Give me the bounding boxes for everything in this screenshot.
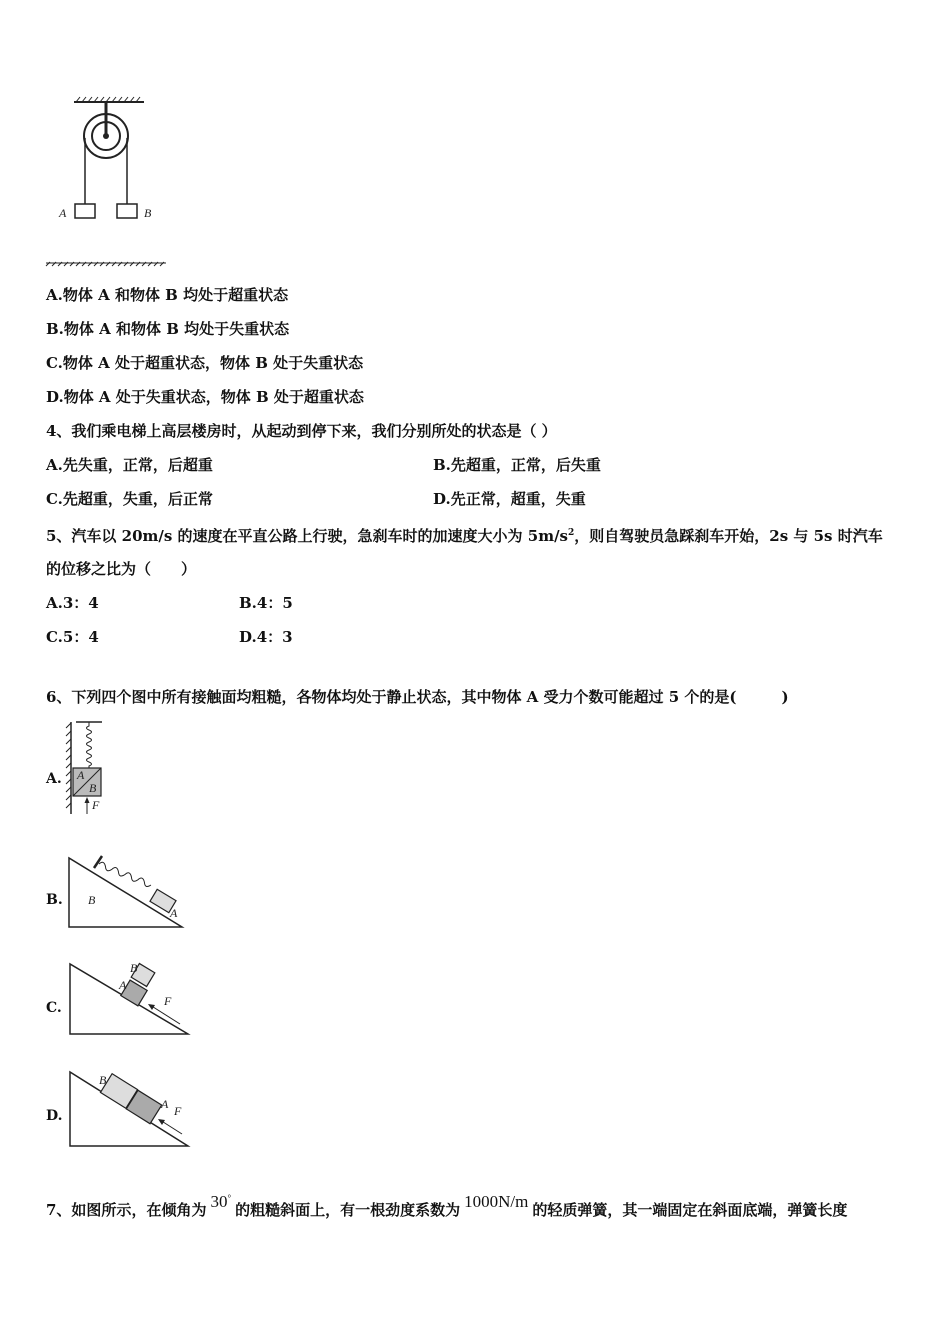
q7-angle-value: 30 <box>210 1192 228 1211</box>
q6-figure-c <box>68 962 193 1037</box>
q5-stem-part2: ，则自驾驶员急踩刹车开始，2s 与 5s 时汽车 <box>574 527 883 545</box>
q5-option-a: A.3：4 <box>46 594 99 612</box>
q6a-label-f: F <box>92 798 100 812</box>
q6c-label-f: F <box>164 994 172 1008</box>
q4-option-d: D.先正常，超重，失重 <box>433 490 586 508</box>
q3-option-a: A.物体 A 和物体 B 均处于超重状态 <box>46 286 289 304</box>
q7-angle-unit: ° <box>227 1193 232 1203</box>
q6c-label-a: A <box>119 978 127 992</box>
q4-option-a: A.先失重，正常，后超重 <box>46 456 213 474</box>
q7-spring-constant: 1000N/m <box>464 1192 529 1211</box>
q3-option-b: B.物体 A 和物体 B 均处于失重状态 <box>46 320 290 338</box>
q6a-label-a: A <box>77 768 85 782</box>
q5-stem-part1: 5、汽车以 20m/s 的速度在平直公路上行驶，急刹车时的加速度大小为 5m/s <box>46 527 569 545</box>
pulley-label-b: B <box>144 206 152 220</box>
q6b-label-a: A <box>170 906 178 920</box>
q6d-label-f: F <box>174 1104 182 1118</box>
q6d-label-b: B <box>99 1073 107 1087</box>
q6-figure-b <box>66 852 186 932</box>
q7-stem-part1: 7、如图所示，在倾角为 <box>46 1201 207 1219</box>
q4-stem: 4、我们乘电梯上高层楼房时，从起动到停下来，我们分别所处的状态是（ ） <box>46 422 557 440</box>
pulley-figure <box>56 96 166 271</box>
pulley-label-a: A <box>59 206 67 220</box>
q5-option-c: C.5：4 <box>46 628 99 646</box>
q5-stem-superscript: 2 <box>568 528 575 538</box>
q7-stem <box>46 1188 847 1220</box>
q5-option-b: B.4：5 <box>239 594 293 612</box>
q6-figure-d <box>68 1070 193 1150</box>
q4-option-c: C.先超重，失重，后正常 <box>46 490 213 508</box>
q6-option-label-c: C. <box>46 1000 62 1016</box>
q6d-label-a: A <box>161 1097 169 1111</box>
q3-option-d: D.物体 A 处于失重状态，物体 B 处于超重状态 <box>46 388 364 406</box>
q6-option-label-d: D. <box>46 1108 63 1124</box>
q5-option-d: D.4：3 <box>239 628 293 646</box>
q6-option-label-b: B. <box>46 892 63 908</box>
q7-stem-part3: 的轻质弹簧，其一端固定在斜面底端，弹簧长度 <box>532 1201 848 1219</box>
q6a-label-b: B <box>89 781 97 795</box>
q5-stem <box>46 523 883 546</box>
q6-figure-a <box>64 718 114 816</box>
q6-stem: 6、下列四个图中所有接触面均粗糙，各物体均处于静止状态，其中物体 A 受力个数可能超过 5 个的是( ) <box>46 688 789 706</box>
q3-option-c: C.物体 A 处于超重状态，物体 B 处于失重状态 <box>46 354 364 372</box>
q7-angle <box>206 1192 235 1211</box>
q5-stem-line2: 的位移之比为（ ） <box>46 560 197 578</box>
q6b-label-b: B <box>88 893 96 907</box>
q7-stem-part2: 的粗糙斜面上，有一根劲度系数为 <box>235 1201 461 1219</box>
q6c-label-b: B <box>130 961 138 975</box>
q6-option-label-a: A. <box>46 771 62 787</box>
q4-option-b: B.先超重，正常，后失重 <box>433 456 601 474</box>
